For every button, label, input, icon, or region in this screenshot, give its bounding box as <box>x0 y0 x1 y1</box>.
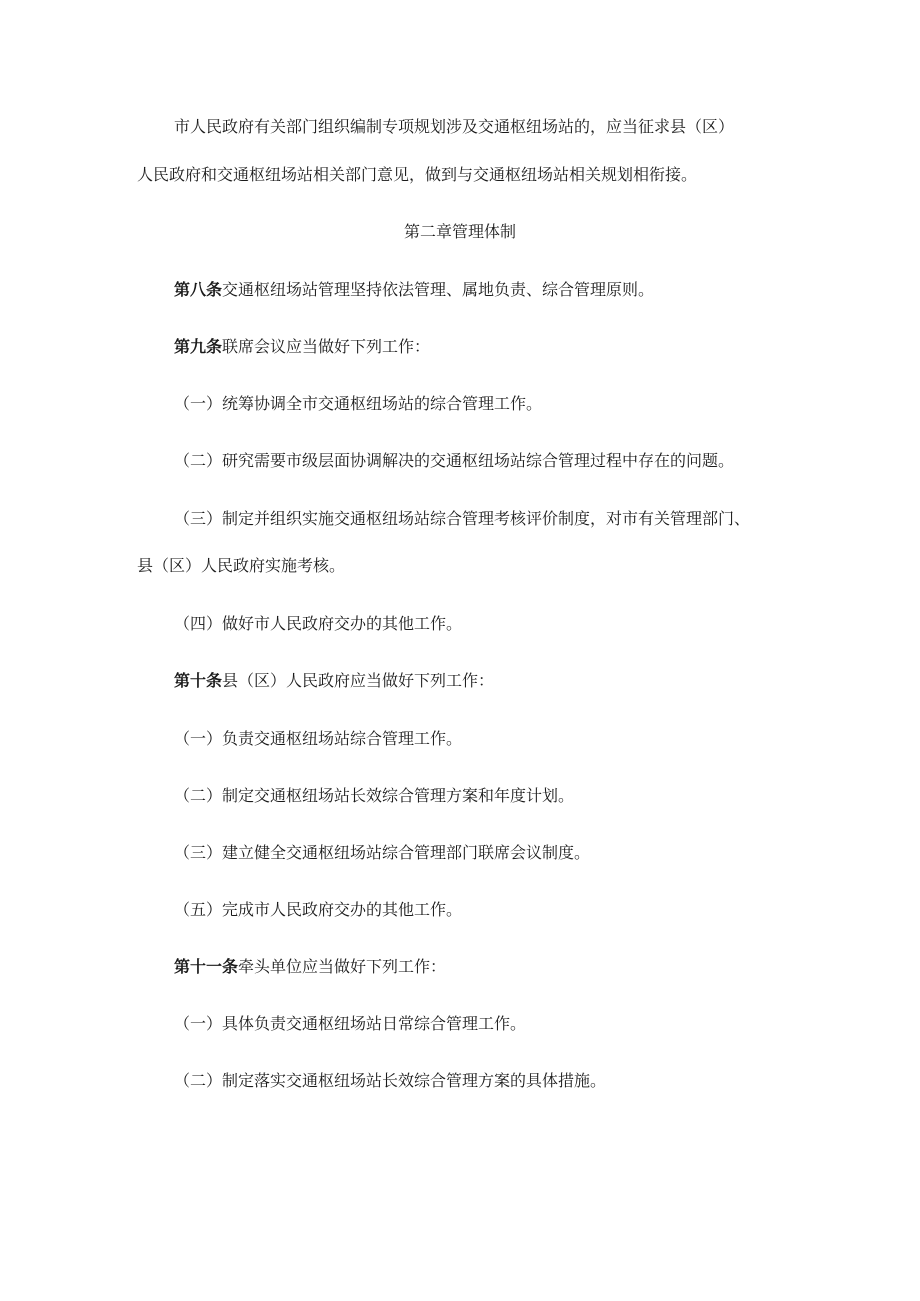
article-label: 第九条 <box>174 337 223 356</box>
list-item: （三）制定并组织实施交通枢纽场站综合管理考核评价制度，对市有关管理部门、 <box>174 509 751 528</box>
chapter-title: 第二章管理体制 <box>403 222 516 241</box>
list-item: （四）做好市人民政府交办的其他工作。 <box>174 614 463 633</box>
paragraph-line: 市人民政府有关部门组织编制专项规划涉及交通枢纽场站的，应当征求县（区） <box>174 117 735 136</box>
article-9 <box>174 337 430 357</box>
article-label: 第十条 <box>174 671 223 690</box>
article-11 <box>174 957 446 977</box>
list-item: （一）负责交通枢纽场站综合管理工作。 <box>174 729 463 748</box>
paragraph-line: 人民政府和交通枢纽场站相关部门意见，做到与交通枢纽场站相关规划相衔接。 <box>137 165 698 184</box>
article-8 <box>174 280 654 300</box>
article-text: 牵头单位应当做好下列工作： <box>238 957 447 976</box>
list-item-continuation: 县（区）人民政府实施考核。 <box>137 556 346 575</box>
list-item: （一）统筹协调全市交通枢纽场站的综合管理工作。 <box>174 394 543 413</box>
list-item: （五）完成市人民政府交办的其他工作。 <box>174 900 463 919</box>
article-label: 第十一条 <box>174 957 239 976</box>
list-item: （二）制定交通枢纽场站长效综合管理方案和年度计划。 <box>174 786 575 805</box>
article-10 <box>174 671 494 691</box>
article-text: 交通枢纽场站管理坚持依法管理、属地负责、综合管理原则。 <box>222 280 655 299</box>
article-text: 县（区）人民政府应当做好下列工作： <box>222 671 495 690</box>
article-text: 联席会议应当做好下列工作： <box>222 337 431 356</box>
list-item: （一）具体负责交通枢纽场站日常综合管理工作。 <box>174 1014 527 1033</box>
article-label: 第八条 <box>174 280 223 299</box>
list-item: （三）建立健全交通枢纽场站综合管理部门联席会议制度。 <box>174 843 591 862</box>
list-item: （二）研究需要市级层面协调解决的交通枢纽场站综合管理过程中存在的问题。 <box>174 451 735 470</box>
list-item: （二）制定落实交通枢纽场站长效综合管理方案的具体措施。 <box>174 1071 607 1090</box>
